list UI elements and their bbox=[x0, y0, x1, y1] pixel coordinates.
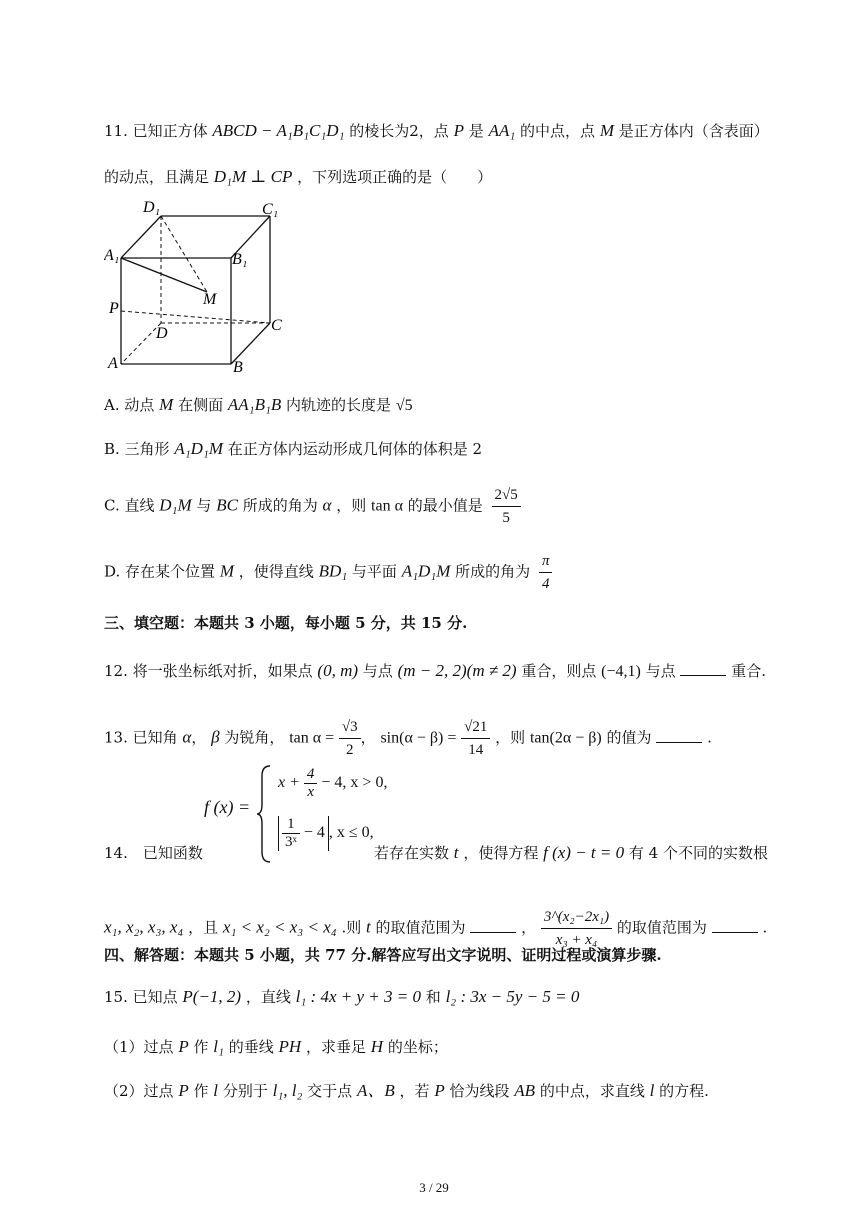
q15-text: 作 bbox=[193, 1082, 209, 1100]
case1-rest: − 4, x > 0, bbox=[321, 774, 388, 792]
case1-x: x + bbox=[278, 774, 300, 792]
perpendicular-condition: D₁M ⊥ CP bbox=[213, 167, 293, 186]
answer-blank-1[interactable] bbox=[470, 918, 516, 933]
q14-text: 若存在实数 bbox=[374, 844, 450, 862]
piecewise-case-2 bbox=[278, 816, 374, 851]
q13-text: 13. 已知角 bbox=[104, 728, 178, 747]
edge-aa1: AA₁ bbox=[488, 121, 516, 140]
q14-line1 bbox=[104, 842, 203, 864]
point-p: P bbox=[453, 121, 464, 140]
piecewise-case-1 bbox=[278, 766, 387, 801]
option-text: 所成的角为 bbox=[242, 496, 318, 515]
points-a-b: A、B bbox=[356, 1081, 395, 1100]
fraction-denominator: 4 bbox=[541, 576, 550, 592]
line-l1: l₁ bbox=[213, 1037, 224, 1056]
q13-text: 的值为 bbox=[606, 728, 652, 747]
label-b1: B₁ bbox=[232, 251, 248, 268]
var-t: t bbox=[366, 917, 371, 937]
option-c-fraction bbox=[492, 484, 521, 529]
label-b: B bbox=[233, 359, 243, 376]
line-l2: l₂ : 3x − 5y − 5 = 0 bbox=[445, 987, 580, 1006]
q15-text: 的中点，求直线 bbox=[539, 1082, 645, 1100]
line-l1: l₁ : 4x + y + 3 = 0 bbox=[295, 987, 421, 1006]
q13-text: 为锐角， bbox=[224, 728, 285, 747]
case2-fraction bbox=[282, 816, 300, 851]
q15-text: ，求垂足 bbox=[305, 1038, 366, 1056]
q15-text: 恰为线段 bbox=[449, 1082, 510, 1100]
q15-text: 分别于 bbox=[222, 1082, 268, 1100]
fraction-denominator: x₃ + x₄ bbox=[555, 932, 598, 948]
q15-part-2 bbox=[104, 1080, 709, 1102]
q15-text: ，直线 bbox=[245, 988, 291, 1006]
q15-part-1 bbox=[104, 1036, 448, 1058]
option-text: C. 直线 bbox=[104, 496, 155, 515]
q11-text: 11. 已知正方体 bbox=[104, 122, 208, 140]
case1-fraction bbox=[304, 766, 318, 801]
option-text: 内轨迹的长度是 bbox=[286, 396, 392, 414]
cube-figure bbox=[104, 196, 304, 378]
q15-text: ，若 bbox=[399, 1082, 430, 1100]
label-a1: A₁ bbox=[104, 247, 120, 264]
fraction-numerator: 1 bbox=[282, 816, 300, 834]
q15-line bbox=[104, 986, 579, 1008]
q13-line bbox=[104, 716, 712, 761]
q11-option-c bbox=[104, 484, 521, 529]
absolute-value bbox=[278, 816, 329, 851]
tan-expression: tan(2α − β) bbox=[529, 729, 602, 747]
piecewise-brace bbox=[256, 764, 272, 864]
point-p: P bbox=[178, 1081, 189, 1100]
equation: f (x) − t = 0 bbox=[543, 843, 625, 862]
q13-text: . bbox=[707, 728, 712, 747]
q11-line2 bbox=[104, 166, 492, 188]
q12-text: 与点 bbox=[362, 662, 393, 680]
q12-text: 重合. bbox=[731, 662, 766, 680]
fraction-numerator: √3 bbox=[339, 716, 361, 739]
point-h: H bbox=[370, 1037, 384, 1056]
q13-text: ， bbox=[191, 728, 207, 747]
q15-text: 的方程. bbox=[659, 1082, 709, 1100]
answer-blank[interactable] bbox=[656, 728, 702, 743]
q14-text: 的取值范围为 bbox=[375, 918, 466, 937]
q12-line bbox=[104, 660, 766, 683]
q12-text: 与点 bbox=[645, 662, 676, 680]
option-d-fraction bbox=[539, 550, 553, 595]
fraction-denominator: x bbox=[307, 784, 314, 800]
page-number: 3 / 29 bbox=[419, 1180, 449, 1195]
q13-text: ， bbox=[360, 728, 376, 747]
section-4-heading: 四、解答题：本题共 5 小题，共 77 分.解答应写出文字说明、证明过程或演算步骤. bbox=[104, 946, 662, 964]
line-ph: PH bbox=[278, 1037, 302, 1056]
fraction-numerator: π bbox=[539, 550, 553, 573]
angle-alpha: α bbox=[322, 495, 332, 515]
q14-text: ，使得方程 bbox=[463, 844, 539, 862]
line-bd1: BD₁ bbox=[318, 561, 348, 581]
line-l: l bbox=[213, 1081, 219, 1100]
q15-text: 交于点 bbox=[307, 1082, 353, 1100]
q11-text: 是 bbox=[468, 122, 484, 140]
option-text: 与平面 bbox=[351, 562, 397, 581]
q11-text: ，下列选项正确的是（ ） bbox=[297, 168, 493, 186]
q11-line1 bbox=[104, 120, 769, 142]
label-a: A bbox=[108, 355, 118, 372]
point-0-m: (0, m) bbox=[317, 661, 359, 680]
triangle-name: A₁D₁M bbox=[174, 439, 223, 458]
q14-text: ，且 bbox=[188, 918, 219, 937]
line-d1m: D₁M bbox=[159, 495, 192, 515]
angle-beta: β bbox=[211, 727, 220, 747]
option-text: A. 动点 bbox=[104, 396, 155, 414]
option-a-value: √5 bbox=[395, 397, 413, 414]
label-d1: D₁ bbox=[143, 199, 161, 216]
cube-name: ABCD − A₁B₁C₁D₁ bbox=[212, 121, 345, 140]
label-c: C bbox=[271, 317, 282, 334]
option-text: 在侧面 bbox=[178, 396, 224, 414]
segment-ab: AB bbox=[514, 1081, 536, 1100]
label-p: P bbox=[109, 300, 119, 317]
fraction-numerator: √21 bbox=[461, 716, 490, 739]
q15-text: （2）过点 bbox=[104, 1082, 174, 1100]
point-m: M bbox=[599, 121, 614, 140]
q11-option-b bbox=[104, 438, 482, 460]
case2-condition: , x ≤ 0, bbox=[328, 824, 374, 842]
root-order: x₁ < x₂ < x₃ < x₄ bbox=[222, 917, 337, 937]
q11-text: 的动点，且满足 bbox=[104, 168, 210, 186]
q11-option-d bbox=[104, 550, 552, 595]
fraction-denominator: 14 bbox=[468, 742, 484, 758]
tan-alpha-lhs: tan α = bbox=[289, 729, 335, 747]
answer-blank[interactable] bbox=[680, 661, 726, 676]
q14-text: . bbox=[762, 918, 768, 937]
point-neg4-1: (−4,1) bbox=[601, 663, 641, 680]
q13-text: ，则 bbox=[495, 728, 526, 747]
sin-fraction bbox=[461, 716, 490, 761]
option-text: B. 三角形 bbox=[104, 440, 170, 458]
q15-text: 的坐标； bbox=[387, 1038, 448, 1056]
q14-text: 有 4 个不同的实数根 bbox=[628, 844, 768, 862]
q14-text: .则 bbox=[341, 918, 362, 937]
q15-text: （1）过点 bbox=[104, 1038, 174, 1056]
q14-text: 14. 已知函数 bbox=[104, 844, 203, 862]
fraction-denominator: 5 bbox=[502, 510, 510, 526]
point-p: P bbox=[434, 1081, 445, 1100]
q12-text: 12. 将一张坐标纸对折，如果点 bbox=[104, 662, 313, 680]
q14-text: ， bbox=[521, 918, 537, 937]
q15-text: 的垂线 bbox=[228, 1038, 274, 1056]
lines-l1-l2: l₁, l₂ bbox=[272, 1081, 303, 1100]
option-text: D. 存在某个位置 bbox=[104, 562, 216, 581]
section-3-heading: 三、填空题：本题共 3 小题，每小题 5 分，共 15 分. bbox=[104, 614, 468, 632]
face-name: AA₁B₁B bbox=[227, 395, 282, 414]
sin-lhs: sin(α − β) = bbox=[380, 729, 457, 747]
point-m-2: (m − 2, 2)(m ≠ 2) bbox=[397, 661, 517, 680]
fraction-numerator: 4 bbox=[304, 766, 318, 784]
piecewise-lhs: f (x) = bbox=[204, 797, 251, 817]
label-c1: C₁ bbox=[262, 201, 279, 218]
option-text: ，使得直线 bbox=[238, 562, 314, 581]
fraction-numerator: 2√5 bbox=[492, 484, 521, 507]
point-p: P(−1, 2) bbox=[182, 987, 242, 1006]
q11-text: 的中点，点 bbox=[520, 122, 596, 140]
option-text: ，则 bbox=[336, 496, 367, 515]
q11-text: 是正方体内（含表面） bbox=[618, 122, 769, 140]
point-p: P bbox=[178, 1037, 189, 1056]
line-l: l bbox=[649, 1081, 655, 1100]
q14-line1-rest bbox=[374, 842, 768, 864]
q11-text: 的棱长为2，点 bbox=[349, 122, 449, 140]
option-text: 与 bbox=[196, 496, 212, 515]
fraction-numerator: 3^(x₂−2x₁) bbox=[541, 906, 612, 929]
answer-blank-2[interactable] bbox=[712, 918, 758, 933]
option-text: 所成的角为 bbox=[455, 562, 531, 581]
label-m: M bbox=[203, 291, 217, 308]
case2-rest: − 4 bbox=[303, 824, 325, 842]
tan-alpha-fraction bbox=[339, 716, 361, 761]
q15-text: 15. 已知点 bbox=[104, 988, 178, 1006]
fraction-denominator: 3ˣ bbox=[285, 834, 297, 850]
point-m: M bbox=[219, 561, 234, 581]
angle-alpha: α bbox=[182, 727, 192, 747]
var-t: t bbox=[453, 843, 459, 862]
tan-alpha: tan α bbox=[371, 497, 403, 515]
fraction-denominator: 2 bbox=[346, 742, 354, 758]
plane-a1d1m: A₁D₁M bbox=[401, 561, 451, 581]
q15-text: 作 bbox=[193, 1038, 209, 1056]
q14-text: 的取值范围为 bbox=[616, 918, 707, 937]
point-m: M bbox=[159, 395, 174, 414]
label-d: D bbox=[156, 325, 168, 342]
q12-text: 重合，则点 bbox=[521, 662, 597, 680]
roots: x₁, x₂, x₃, x₄ bbox=[104, 917, 184, 937]
option-text: 的最小值是 bbox=[407, 496, 483, 515]
q15-text: 和 bbox=[425, 988, 441, 1006]
line-bc: BC bbox=[216, 495, 238, 515]
q11-option-a bbox=[104, 394, 413, 417]
option-text: 在正方体内运动形成几何体的体积是 2 bbox=[227, 440, 483, 458]
